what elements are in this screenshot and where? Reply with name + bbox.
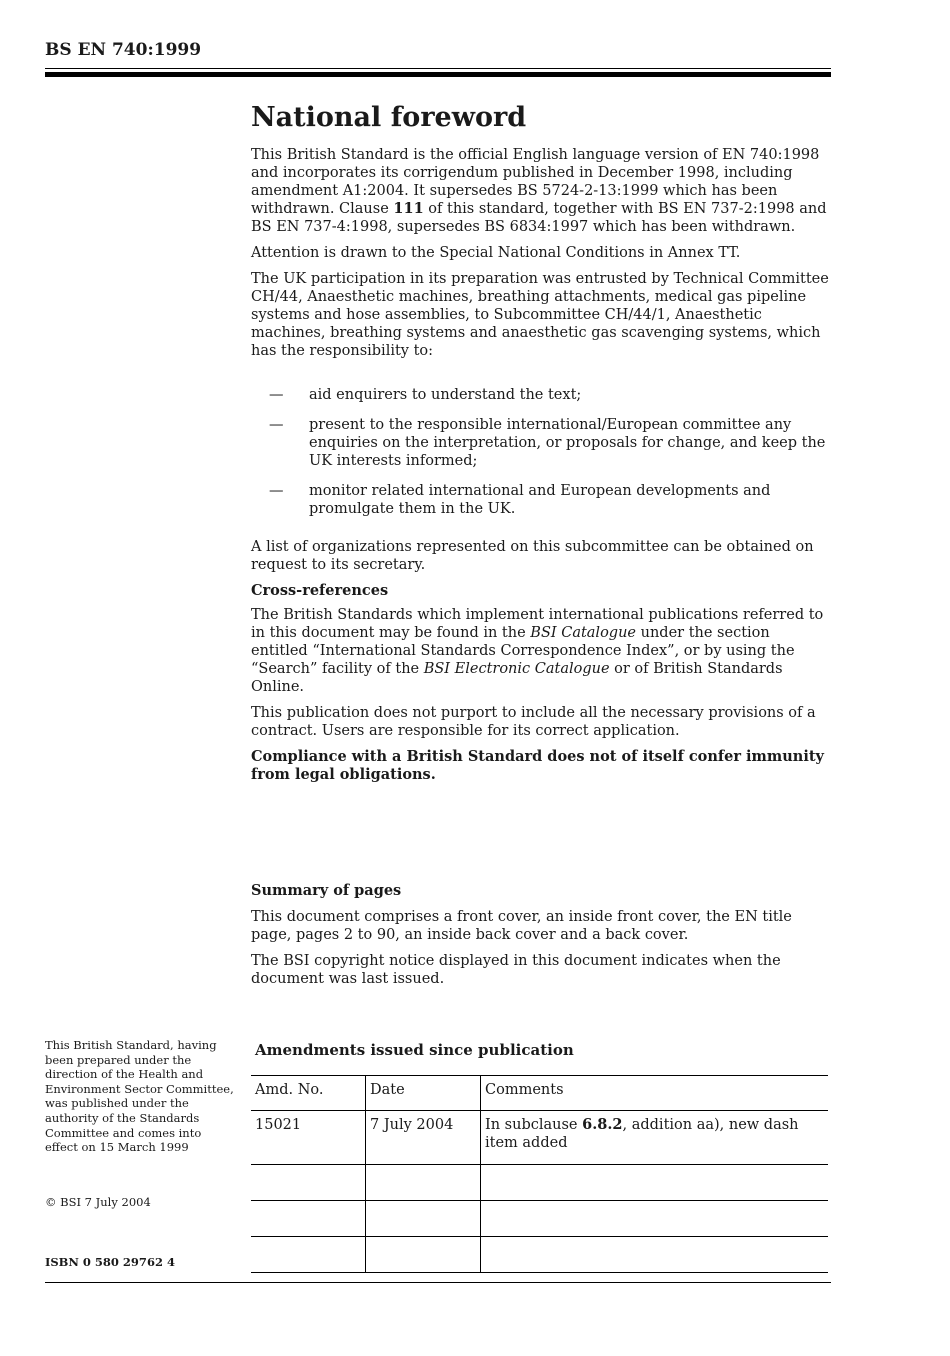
empty-cell (251, 1201, 366, 1237)
amendments-table (251, 1075, 828, 1273)
organizations-note: A list of organizations represented on this subcommittee can be obtained on request to its secretary. (251, 539, 814, 573)
clause-number: 111 (393, 200, 424, 217)
intro-text-a: This British Standard is the official English language version of EN 740:1998 and incorporates its corrigendum published in December 1998, including amendment A1:2004. It supersedes BS 5724-2-13:1999 which has been withdrawn. Clause (251, 147, 820, 217)
cross-references-paragraph (251, 606, 831, 696)
empty-cell (366, 1201, 481, 1237)
amendments-title: Amendments issued since publication (255, 1041, 574, 1059)
annex-note: Attention is drawn to the Special National Conditions in Annex TT. (251, 245, 741, 261)
intro-text-b: of this standard, together with BS EN 737-2:1998 and BS EN 737-4:1998, supersedes BS 6834:1997 which has been withdrawn. (251, 201, 827, 235)
empty-cell (366, 1165, 481, 1201)
column-header-comments: Comments (481, 1076, 829, 1111)
list-item-text: monitor related international and European developments and promulgate them in the UK. (309, 483, 771, 517)
main-content (251, 102, 831, 792)
table-header-row (251, 1076, 828, 1111)
summary-section (251, 882, 831, 996)
empty-cell (481, 1237, 829, 1273)
document-id-header: BS EN 740:1999 (45, 40, 202, 60)
participation-paragraph: The UK participation in its preparation was entrusted by Technical Committee CH/44, Anaesthetic machines, breathing attachments, medical gas pipeline systems and hose assemblies, to Subcommittee CH/44/1, Anaesthetic machines, breathing systems and anaesthetic gas scavenging systems, which has the responsibility to: (251, 271, 829, 359)
empty-cell (366, 1237, 481, 1273)
summary-heading: Summary of pages (251, 882, 402, 899)
cross-references-heading: Cross-references (251, 582, 389, 599)
cross-ref-text-a: The British Standards which implement international publications referred to in this document may be found in the (251, 607, 824, 641)
dash-marker: — (269, 483, 284, 499)
amd-comment-cell (481, 1111, 829, 1165)
contract-note: This publication does not purport to include all the necessary provisions of a contract. Users are responsible for its correct application. (251, 705, 816, 739)
empty-cell (481, 1165, 829, 1201)
cross-ref-text-b: under the section entitled “International Standards Correspondence Index”, or by using the “Search” facility of the (251, 625, 795, 677)
comment-text-b: , addition aa), new dash item added (485, 1117, 799, 1151)
list-item-text: aid enquirers to understand the text; (309, 387, 582, 403)
empty-cell (481, 1201, 829, 1237)
subclause-number: 6.8.2 (582, 1116, 623, 1133)
copyright-notice-text: The BSI copyright notice displayed in this document indicates when the document was last issued. (251, 953, 781, 987)
amd-date-cell: 7 July 2004 (366, 1111, 481, 1165)
column-header-date: Date (366, 1076, 481, 1111)
list-item-text: present to the responsible international/European committee any enquiries on the interpretation, or proposals for change, and keep the UK interests informed; (309, 417, 826, 469)
bsi-electronic-catalogue-title: BSI Electronic Catalogue (423, 661, 610, 677)
cross-ref-text-c: or of British Standards Online. (251, 661, 783, 695)
compliance-statement: Compliance with a British Standard does not of itself confer immunity from legal obligations. (251, 748, 824, 783)
table-row (251, 1165, 828, 1201)
table-row (251, 1237, 828, 1273)
list-item (251, 386, 831, 404)
table-row (251, 1111, 828, 1165)
header-rule-thick (45, 72, 831, 77)
page-title: National foreword (251, 102, 527, 133)
summary-pages-text: This document comprises a front cover, an inside front cover, the EN title page, pages 2 to 90, an inside back cover and a back cover. (251, 909, 792, 943)
dash-marker: — (269, 417, 284, 433)
isbn-line: ISBN 0 580 29762 4 (45, 1255, 175, 1269)
dash-marker: — (269, 387, 284, 403)
copyright-line: © BSI 7 July 2004 (45, 1195, 151, 1209)
amd-number-cell: 15021 (255, 1117, 302, 1133)
bsi-catalogue-title: BSI Catalogue (530, 625, 637, 641)
comment-text-a: In subclause (485, 1117, 583, 1133)
column-header-amd-no: Amd. No. (255, 1082, 324, 1098)
table-row (251, 1201, 828, 1237)
empty-cell (251, 1165, 366, 1201)
sidebar-publication-note: This British Standard, having been prepared under the direction of the Health and Environment Sector Committee, was published under the authority of the Standards Committee and comes into effect on 15 March 1999 (45, 1038, 234, 1155)
header-rule-thin (45, 68, 831, 69)
responsibility-list (251, 386, 831, 518)
intro-paragraph (251, 146, 831, 236)
footer-rule (45, 1282, 831, 1283)
list-item (251, 482, 831, 518)
list-item (251, 416, 831, 470)
empty-cell (251, 1237, 366, 1273)
